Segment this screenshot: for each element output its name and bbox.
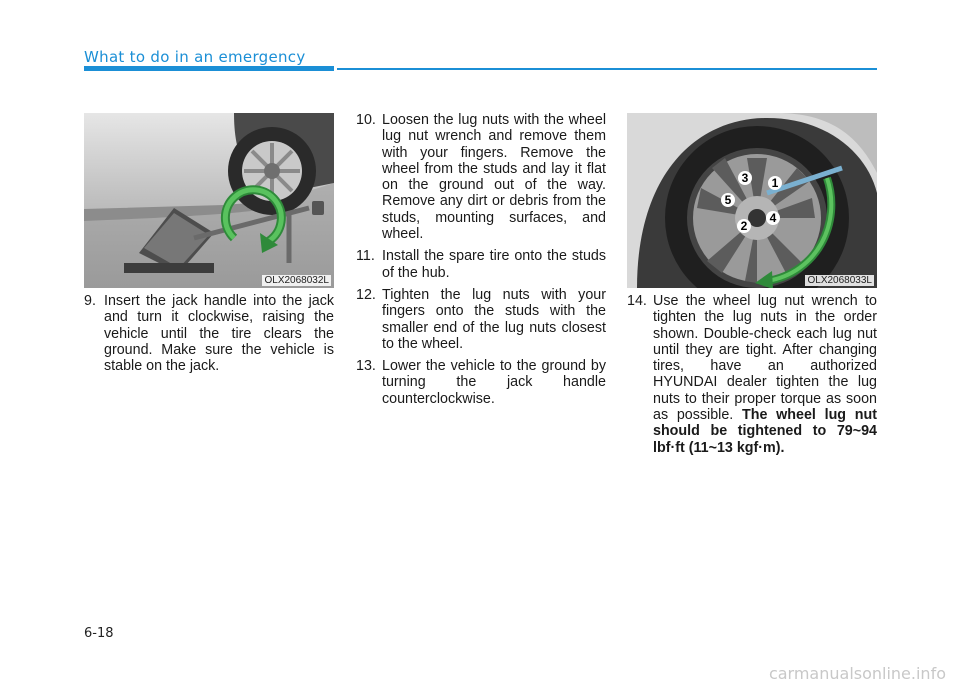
watermark: carmanualsonline.info	[768, 664, 946, 683]
step-12	[356, 287, 606, 352]
step-number: 10.	[356, 112, 376, 128]
wheel-illustration	[627, 113, 877, 288]
step-number: 9.	[84, 293, 96, 309]
lug-label-5: 5	[724, 193, 732, 207]
lug-label-4: 4	[769, 211, 777, 225]
step-text	[653, 293, 877, 456]
page-number: 6-18	[84, 626, 114, 641]
header-rule-thin	[337, 68, 877, 70]
figure-code: OLX2068032L	[264, 275, 329, 286]
step-text: Install the spare tire onto the studs of the hub.	[382, 248, 606, 281]
header-rule-thick	[84, 66, 334, 71]
step-number: 12.	[356, 286, 376, 303]
step-10	[356, 112, 606, 242]
lug-label-3: 3	[741, 171, 749, 185]
step-number: 13.	[356, 358, 376, 375]
step-text: Insert the jack handle into the jack and turn it clockwise, raising the vehicle until the tire clears the ground. Make sure the vehicle is stable on the jack.	[104, 293, 334, 375]
column-left	[84, 293, 334, 380]
column-middle	[356, 112, 606, 413]
figure-wheel	[627, 113, 877, 288]
figure-code: OLX2068033L	[807, 275, 872, 286]
lug-label-2: 2	[740, 219, 748, 233]
step-text: Tighten the lug nuts with your fingers onto the studs with the smaller end of the lug nuts closest to the wheel.	[382, 286, 606, 352]
step-text: Lower the vehicle to the ground by turning the jack handle counterclockwise.	[382, 358, 606, 407]
column-right	[627, 293, 877, 462]
step-9	[84, 293, 334, 374]
figure-jack	[84, 113, 334, 288]
step-number: 14.	[627, 293, 647, 309]
step-number: 11.	[356, 248, 375, 265]
lug-label-1: 1	[771, 176, 779, 190]
step-text-regular: Use the wheel lug nut wrench to tighten the lug nuts in the order shown. Double-check each lug nut until they are tight. After changing tires, have an authorized HYUNDAI dealer tighten the lug nuts to their proper torque as soon as possible.	[653, 293, 877, 424]
jack-illustration	[84, 113, 334, 288]
step-14	[627, 293, 877, 456]
section-title: What to do in an emergency	[84, 48, 306, 66]
torque-spec: The wheel lug nut should be tightened to 79~94 lbf·ft (11~13 kgf·m).	[653, 407, 877, 456]
step-text: Loosen the lug nuts with the wheel lug nut wrench and remove them with your fingers. Remove the wheel from the studs and lay it flat on the ground out of the way. Remove any dirt or debris from the studs, mounting surfaces, and wheel.	[382, 112, 606, 243]
step-13	[356, 358, 606, 407]
step-11	[356, 248, 606, 281]
